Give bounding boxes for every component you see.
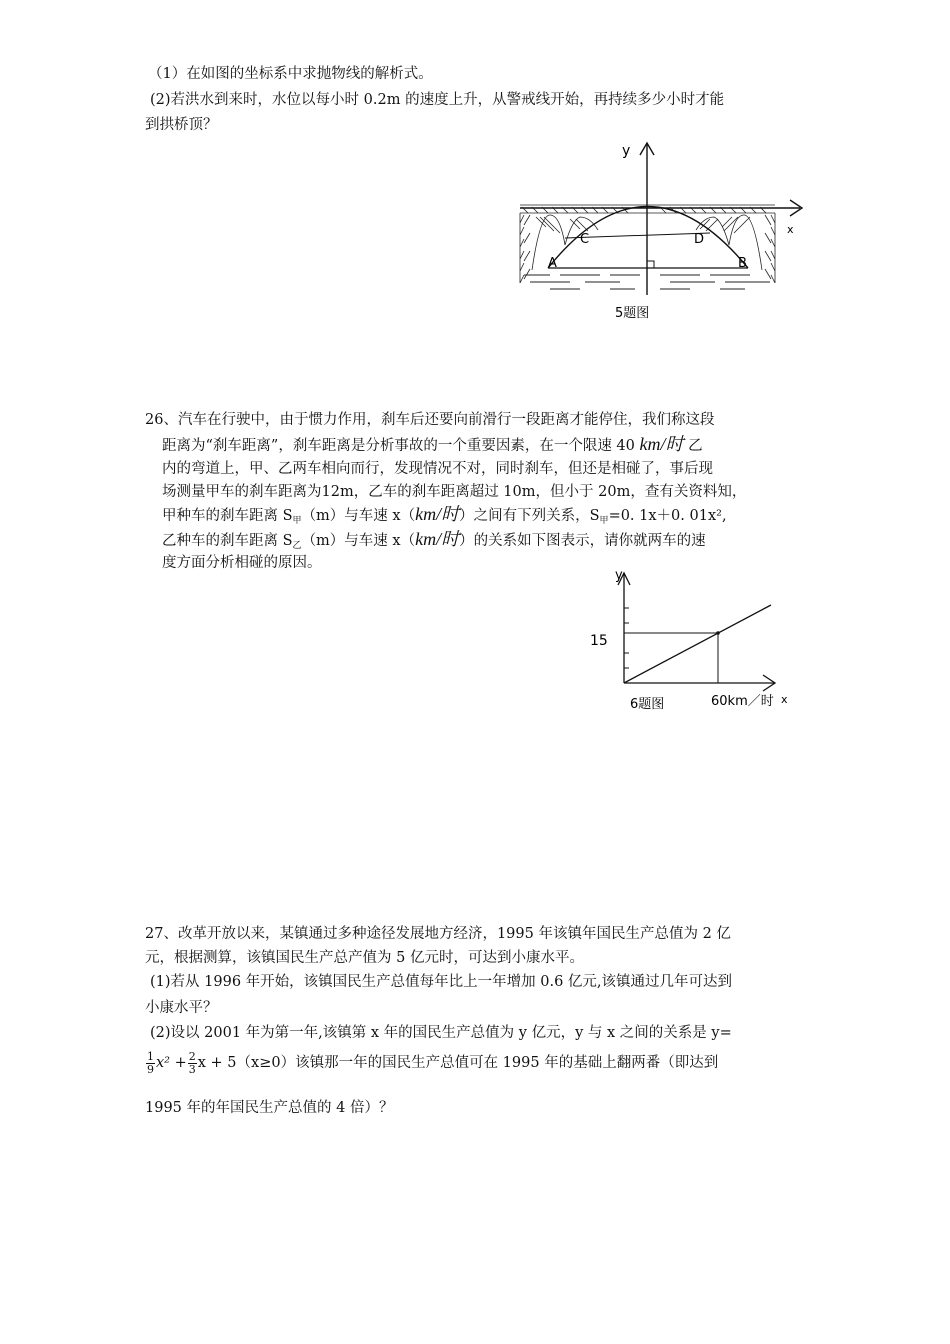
q26-line2-tail: 乙 — [688, 438, 703, 454]
q26-line1: 26、汽车在行驶中，由于惯力作用，刹车后还要向前滑行一段距离才能停住，我们称这段 — [145, 412, 715, 428]
q27-line7: 1995 年的年国民生产总值的 4 倍）？ — [145, 1100, 394, 1116]
q26-line2-text: 距离为“刹车距离”，刹车距离是分析事故的一个重要因素，在一个限速 40 — [162, 438, 635, 454]
q26-line6b: （m）与车速 x（ — [301, 533, 416, 549]
q26-line5 — [162, 504, 727, 528]
speed-unit: km/时 — [415, 504, 460, 524]
speed-unit: km/时 — [415, 529, 460, 549]
q26-line7: 度方面分析相碰的原因。 — [162, 555, 322, 571]
q27-line5: (2)设以 2001 年为第一年,该镇第 x 年的国民生产总值为 y 亿元，y 与 x 之间的关系是 y= — [150, 1025, 732, 1041]
q27-line4: 小康水平？ — [145, 1000, 218, 1016]
y-axis-label: y — [615, 568, 623, 583]
x-axis-label: x — [781, 693, 788, 706]
right-angle-mark — [647, 261, 654, 268]
data-point — [716, 631, 720, 635]
q26-line6a: 乙种车的刹车距离 S — [162, 533, 293, 549]
point-a-label: A — [548, 256, 557, 271]
q25-part2-line2: 到拱桥顶？ — [145, 117, 218, 133]
s-yi-line — [624, 605, 771, 683]
speed-unit: km/时 — [639, 434, 684, 454]
q26-line6 — [162, 529, 706, 553]
q27-line2: 元，根据测算，该镇国民生产总产值为 5 亿元时，可达到小康水平。 — [145, 950, 584, 966]
figure5-caption: 5题图 — [615, 306, 650, 321]
q26-line5b: （m）与车速 x（ — [301, 508, 416, 524]
q26-line2 — [162, 434, 703, 456]
q26-line5a: 甲种车的刹车距离 S — [162, 508, 293, 524]
q27-line6 — [145, 1050, 718, 1076]
point-b-label: B — [738, 256, 747, 271]
q26-line5d: =0. 1x＋0. 01x², — [608, 508, 727, 524]
sub-yi: 乙 — [292, 541, 302, 551]
fraction-one-ninth: $\frac{1}{9}$ — [147, 1049, 154, 1076]
x-axis-label: x — [787, 223, 794, 236]
sub-jia-1: 甲 — [292, 516, 302, 526]
x-tick-60: 60km／时 — [711, 694, 774, 709]
point-c-label: C — [580, 232, 590, 247]
figure6-caption: 6题图 — [630, 697, 665, 712]
q26-line6c: ）的关系如下图表示，请你就两车的速 — [459, 533, 706, 549]
q26-line4: 场测量甲车的刹车距离为12m，乙车的刹车距离超过 10m，但小于 20m，查有关资料知， — [162, 484, 747, 500]
q27-x-squared: x² + — [156, 1055, 187, 1071]
sub-jia-2: 甲 — [599, 516, 609, 526]
braking-distance-figure — [585, 565, 810, 720]
q27-line3: (1)若从 1996 年开始，该镇国民生产总值每年比上一年增加 0.6 亿元,该镇通过几年可达到 — [150, 974, 733, 990]
q27-line6-rest: x + 5（x≥0）该镇那一年的国民生产总值可在 1995 年的基础上翻两番（即达到 — [197, 1055, 719, 1071]
bridge-figure — [510, 135, 810, 325]
q25-part1: （1）在如图的坐标系中求抛物线的解析式。 — [148, 66, 433, 82]
fraction-two-thirds: $\frac{2}{3}$ — [188, 1049, 196, 1076]
y-tick-15: 15 — [590, 633, 608, 649]
point-d-label: D — [694, 232, 705, 247]
y-axis-label: y — [622, 143, 631, 159]
q25-part2-line1: (2)若洪水到来时，水位以每小时 0.2m 的速度上升，从警戒线开始，再持续多少小时才能 — [150, 92, 725, 108]
q26-line3: 内的弯道上，甲、乙两车相向而行，发现情况不对，同时刹车，但还是相碰了，事后现 — [162, 461, 713, 477]
q27-line1: 27、改革开放以来，某镇通过多种途径发展地方经济，1995 年该镇年国民生产总值为 2 亿 — [145, 926, 731, 942]
q26-line5c: ）之间有下列关系，S — [459, 508, 600, 524]
